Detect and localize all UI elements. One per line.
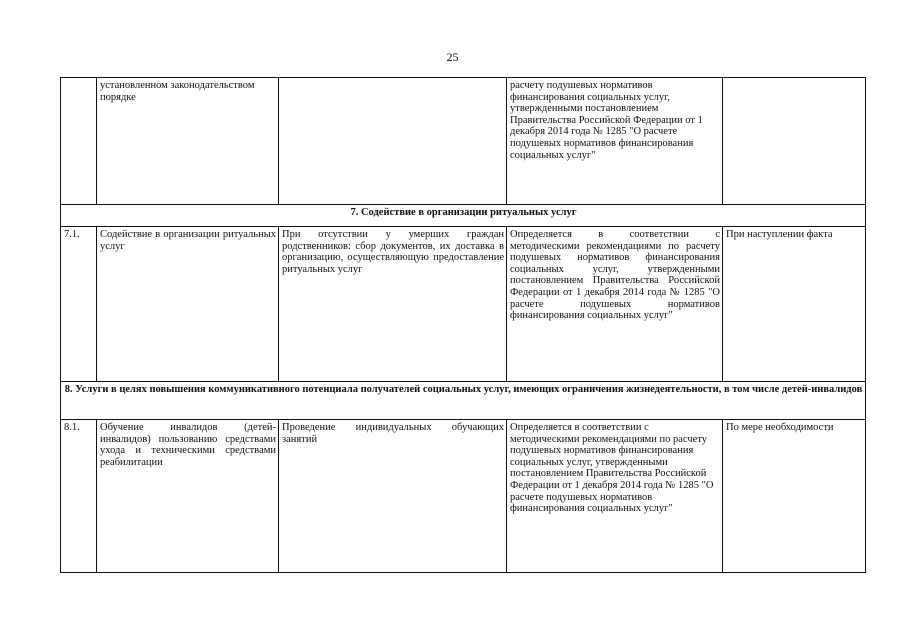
table-row-continuation	[61, 78, 866, 205]
term-cell: При наступлении факта	[723, 227, 866, 382]
section-header-row	[61, 382, 866, 420]
table-row-8-1	[61, 420, 866, 573]
row-number-cell: 8.1.	[61, 420, 97, 573]
row-number-cell	[61, 78, 97, 205]
service-content-cell	[279, 78, 507, 205]
row-number-cell: 7.1.	[61, 227, 97, 382]
price-cell: расчету подушевых нормативов финансирования социальных услуг, утвержденными постановлением Правительства Российской Федерации от 1 декабря 2014 года № 1285 "О расчете подушевых нормативов финансирования социальных услуг"	[507, 78, 723, 205]
section-header-row	[61, 205, 866, 227]
term-cell	[723, 78, 866, 205]
price-cell: Определяется в соответствии с методическими рекомендациями по расчету подушевых нормативов финансирования социальных услуг, утвержденными постановлением Правительства Российской Федерации от 1 декабря 2014 года № 1285 "О расчете подушевых нормативов финансирования социальных услуг"	[507, 420, 723, 573]
service-name-cell: Содействие в организации ритуальных услуг	[97, 227, 279, 382]
page-number: 25	[446, 50, 459, 64]
section-title-8: 8. Услуги в целях повышения коммуникативного потенциала получателей социальных услуг, имеющих ограничения жизнедеятельности, в том числе детей-инвалидов	[61, 382, 866, 420]
service-name-cell: установленном законодательством порядке	[97, 78, 279, 205]
services-table	[60, 77, 866, 573]
service-content-cell: Проведение индивидуальных обучающих занятий	[279, 420, 507, 573]
service-content-cell: При отсутствии у умерших граждан родственников: сбор документов, их доставка в организацию, осуществляющую предоставление ритуальных услуг	[279, 227, 507, 382]
term-cell: По мере необходимости	[723, 420, 866, 573]
table-row-7-1	[61, 227, 866, 382]
price-cell: Определяется в соответствии с методическими рекомендациями по расчету подушевых нормативов финансирования социальных услуг, утвержденными постановлением Правительства Российской Федерации от 1 декабря 2014 года № 1285 "О расчете подушевых нормативов финансирования социальных услуг"	[507, 227, 723, 382]
service-name-cell: Обучение инвалидов (детей-инвалидов) пользованию средствами ухода и техническими средствами реабилитации	[97, 420, 279, 573]
section-title-7: 7. Содействие в организации ритуальных услуг	[61, 205, 866, 227]
